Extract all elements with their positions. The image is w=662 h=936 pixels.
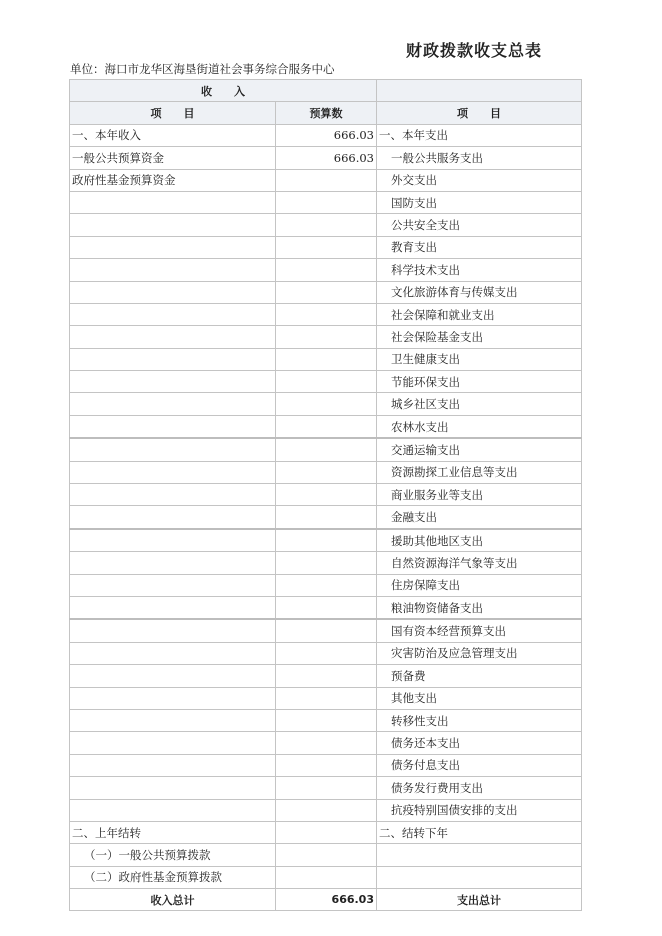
table-row	[70, 415, 582, 438]
expense-item-cell: 科学技术支出	[377, 259, 582, 281]
expense-item-cell: 社会保障和就业支出	[377, 303, 582, 325]
budget-value-cell	[276, 259, 377, 281]
table-row	[70, 393, 582, 415]
table-row	[70, 214, 582, 236]
budget-value-cell	[276, 552, 377, 574]
income-item-cell	[70, 371, 276, 393]
table-row	[70, 574, 582, 596]
header-group-row	[70, 80, 582, 102]
budget-value-cell	[276, 236, 377, 258]
income-item-cell: 一般公共预算资金	[70, 147, 276, 169]
income-item-cell	[70, 574, 276, 596]
table-row	[70, 619, 582, 642]
budget-value-cell: 666.03	[276, 147, 377, 169]
income-item-cell: （一）一般公共预算拨款	[70, 844, 276, 866]
income-item-cell	[70, 259, 276, 281]
table-row	[70, 642, 582, 664]
table-row	[70, 506, 582, 529]
income-item-cell	[70, 326, 276, 348]
expense-item-cell: 外交支出	[377, 169, 582, 191]
budget-value-cell	[276, 348, 377, 370]
income-item-cell	[70, 665, 276, 687]
income-item-cell	[70, 393, 276, 415]
expense-item-cell: 教育支出	[377, 236, 582, 258]
budget-value-cell	[276, 777, 377, 799]
income-item-cell	[70, 709, 276, 731]
budget-value-cell	[276, 371, 377, 393]
table-row	[70, 191, 582, 213]
expense-item-cell: 商业服务业等支出	[377, 484, 582, 506]
expense-item-cell: 灾害防治及应急管理支出	[377, 642, 582, 664]
expense-item-cell: 交通运输支出	[377, 438, 582, 461]
expense-group-header	[377, 80, 582, 102]
income-item-cell	[70, 236, 276, 258]
income-item-cell: 二、上年结转	[70, 821, 276, 843]
expense-item-cell: 一、本年支出	[377, 124, 582, 146]
table-row	[70, 169, 582, 191]
col-item-right-header: 项 目	[377, 102, 582, 124]
budget-value-cell	[276, 799, 377, 821]
budget-value-cell	[276, 191, 377, 213]
col-budget-header: 预算数	[276, 102, 377, 124]
budget-value-cell	[276, 484, 377, 506]
budget-value-cell	[276, 461, 377, 483]
expense-item-cell: 国防支出	[377, 191, 582, 213]
expense-item-cell: 资源勘探工业信息等支出	[377, 461, 582, 483]
expense-item-cell: 卫生健康支出	[377, 348, 582, 370]
table-row	[70, 371, 582, 393]
income-total-value: 666.03	[276, 889, 377, 911]
expense-item-cell: 债务发行费用支出	[377, 777, 582, 799]
income-item-cell	[70, 799, 276, 821]
table-row	[70, 552, 582, 574]
income-item-cell	[70, 506, 276, 529]
income-group-header: 收 入	[70, 80, 377, 102]
expense-item-cell: 住房保障支出	[377, 574, 582, 596]
income-item-cell	[70, 214, 276, 236]
budget-value-cell	[276, 438, 377, 461]
table-row	[70, 777, 582, 799]
table-row	[70, 461, 582, 483]
col-item-left-header: 项 目	[70, 102, 276, 124]
header-column-row	[70, 102, 582, 124]
income-item-cell	[70, 438, 276, 461]
table-row	[70, 326, 582, 348]
income-item-cell	[70, 415, 276, 438]
budget-value-cell	[276, 506, 377, 529]
table-row	[70, 259, 582, 281]
income-item-cell	[70, 348, 276, 370]
expense-item-cell: 一般公共服务支出	[377, 147, 582, 169]
budget-value-cell	[276, 393, 377, 415]
expense-item-cell: 文化旅游体育与传媒支出	[377, 281, 582, 303]
table-row	[70, 303, 582, 325]
table-row	[70, 596, 582, 619]
table-row	[70, 348, 582, 370]
expense-item-cell: 债务付息支出	[377, 754, 582, 776]
income-item-cell	[70, 596, 276, 619]
expense-item-cell: 自然资源海洋气象等支出	[377, 552, 582, 574]
total-row	[70, 889, 582, 911]
budget-value-cell	[276, 529, 377, 552]
table-row	[70, 124, 582, 146]
income-item-cell	[70, 461, 276, 483]
budget-value-cell	[276, 866, 377, 888]
expense-item-cell: 城乡社区支出	[377, 393, 582, 415]
expense-item-cell: 二、结转下年	[377, 821, 582, 843]
budget-value-cell	[276, 821, 377, 843]
table-row	[70, 799, 582, 821]
budget-value-cell	[276, 687, 377, 709]
table-row	[70, 236, 582, 258]
expense-item-cell: 其他支出	[377, 687, 582, 709]
budget-value-cell	[276, 303, 377, 325]
budget-value-cell	[276, 281, 377, 303]
income-item-cell	[70, 303, 276, 325]
expense-item-cell: 预备费	[377, 665, 582, 687]
expense-item-cell: 转移性支出	[377, 709, 582, 731]
expense-item-cell	[377, 844, 582, 866]
budget-table	[69, 79, 582, 911]
budget-value-cell	[276, 214, 377, 236]
expense-item-cell: 国有资本经营预算支出	[377, 619, 582, 642]
expense-item-cell: 公共安全支出	[377, 214, 582, 236]
table-row	[70, 281, 582, 303]
income-item-cell	[70, 191, 276, 213]
income-item-cell	[70, 754, 276, 776]
table-row	[70, 438, 582, 461]
budget-value-cell	[276, 709, 377, 731]
expense-item-cell: 粮油物资储备支出	[377, 596, 582, 619]
budget-value-cell	[276, 642, 377, 664]
budget-value-cell	[276, 574, 377, 596]
budget-value-cell	[276, 619, 377, 642]
income-item-cell: 一、本年收入	[70, 124, 276, 146]
income-item-cell	[70, 484, 276, 506]
report-title: 财政拨款收支总表	[406, 41, 543, 60]
expense-item-cell: 金融支出	[377, 506, 582, 529]
budget-value-cell	[276, 415, 377, 438]
budget-value-cell	[276, 596, 377, 619]
income-item-cell	[70, 529, 276, 552]
table-row	[70, 732, 582, 754]
income-item-cell	[70, 777, 276, 799]
budget-value-cell	[276, 732, 377, 754]
expense-item-cell: 债务还本支出	[377, 732, 582, 754]
table-row	[70, 821, 582, 843]
budget-value-cell	[276, 844, 377, 866]
income-item-cell: 政府性基金预算资金	[70, 169, 276, 191]
budget-value-cell: 666.03	[276, 124, 377, 146]
expense-item-cell: 农林水支出	[377, 415, 582, 438]
unit-label: 单位：海口市龙华区海垦街道社会事务综合服务中心	[70, 62, 335, 76]
table-row	[70, 529, 582, 552]
budget-value-cell	[276, 665, 377, 687]
table-row	[70, 665, 582, 687]
budget-value-cell	[276, 754, 377, 776]
expense-item-cell: 援助其他地区支出	[377, 529, 582, 552]
budget-value-cell	[276, 326, 377, 348]
income-item-cell	[70, 687, 276, 709]
table-row	[70, 866, 582, 888]
table-row	[70, 754, 582, 776]
table-row	[70, 147, 582, 169]
expense-item-cell: 抗疫特别国债安排的支出	[377, 799, 582, 821]
income-item-cell	[70, 732, 276, 754]
expense-total-label: 支出总计	[377, 889, 582, 911]
income-item-cell: （二）政府性基金预算拨款	[70, 866, 276, 888]
income-item-cell	[70, 642, 276, 664]
table-row	[70, 484, 582, 506]
income-item-cell	[70, 281, 276, 303]
expense-item-cell	[377, 866, 582, 888]
table-row	[70, 687, 582, 709]
expense-item-cell: 节能环保支出	[377, 371, 582, 393]
table-row	[70, 709, 582, 731]
income-item-cell	[70, 552, 276, 574]
table-row	[70, 844, 582, 866]
income-item-cell	[70, 619, 276, 642]
expense-item-cell: 社会保险基金支出	[377, 326, 582, 348]
budget-value-cell	[276, 169, 377, 191]
income-total-label: 收入总计	[70, 889, 276, 911]
